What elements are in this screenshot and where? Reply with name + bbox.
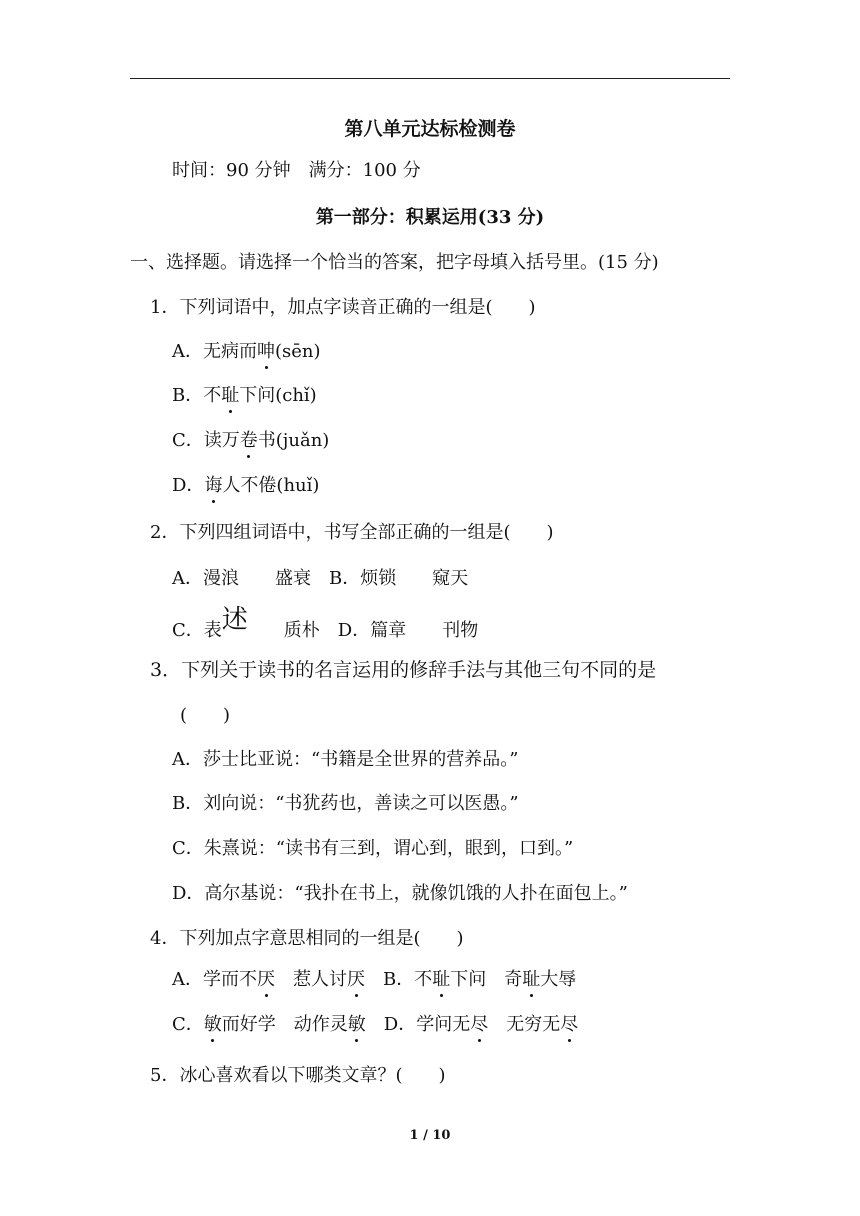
question-3-answer-paren: ( ): [180, 705, 231, 726]
dotted-char: 厌: [257, 969, 275, 990]
question-3-option-d: D．高尔基说：“我扑在书上，就像饥饿的人扑在面包上。”: [172, 883, 628, 904]
dotted-char: 卷: [239, 430, 258, 451]
oversized-char: 述: [221, 605, 248, 635]
option-text: 下问 奇: [450, 969, 523, 990]
question-5-stem: 5．冰心喜欢看以下哪类文章？( ): [150, 1065, 446, 1086]
dotted-char: 敏: [347, 1014, 366, 1035]
section-heading: 一、选择题。请选择一个恰当的答案，把字母填入括号里。(15 分): [130, 252, 659, 273]
dotted-char: 诲: [204, 475, 223, 496]
option-text: C．表: [172, 620, 222, 641]
option-text: 人不倦(huǐ): [222, 475, 320, 496]
question-1-option-b: [172, 384, 317, 408]
question-4-options-ab: [172, 968, 576, 992]
page-number: 1 / 10: [409, 1128, 451, 1143]
option-text: B．不: [365, 969, 433, 990]
dotted-char: 尽: [560, 1014, 579, 1035]
option-text: 书(juǎn): [257, 430, 330, 451]
question-1-stem: 1．下列词语中，加点字读音正确的一组是( ): [150, 297, 536, 318]
question-3-option-c: C．朱熹说：“读书有三到，谓心到，眼到，口到。”: [172, 838, 574, 859]
question-2-options-cd: [172, 605, 479, 643]
option-text: 下问(chǐ): [239, 385, 317, 406]
exam-meta: 时间：90 分钟 满分：100 分: [172, 160, 421, 181]
option-text: 无穷无: [488, 1014, 561, 1035]
question-3-option-a: A．莎士比亚说：“书籍是全世界的营养品。”: [172, 749, 519, 770]
option-text: D．: [172, 475, 205, 496]
question-3-option-b: B．刘向说：“书犹药也，善读之可以医愚。”: [172, 793, 519, 814]
question-4-stem: 4．下列加点字意思相同的一组是( ): [150, 928, 464, 949]
option-text: D．学问无: [365, 1014, 471, 1035]
option-text: 而好学 动作灵: [221, 1014, 348, 1035]
part-heading: 第一部分：积累运用(33 分): [315, 207, 545, 228]
option-text: 质朴 D．篇章 刊物: [247, 620, 479, 641]
question-2-stem: 2．下列四组词语中，书写全部正确的一组是( ): [150, 522, 554, 543]
dotted-char: 耻: [432, 969, 451, 990]
option-text: A．学而不: [172, 969, 257, 990]
option-text: 大辱: [540, 969, 577, 990]
option-text: C．: [172, 1014, 204, 1035]
option-text: (sēn): [275, 341, 321, 362]
option-text: A．无病而: [172, 341, 257, 362]
dotted-char: 厌: [347, 969, 365, 990]
dotted-char: 敏: [203, 1014, 222, 1035]
top-rule: [130, 78, 730, 79]
question-1-option-d: [172, 474, 319, 498]
question-1-option-c: [172, 429, 329, 453]
dotted-char: 耻: [221, 385, 240, 406]
dotted-char: 耻: [522, 969, 541, 990]
page-title: 第八单元达标检测卷: [344, 118, 516, 140]
question-4-options-cd: [172, 1013, 578, 1037]
dotted-char: 呻: [257, 341, 275, 362]
question-3-stem: 3．下列关于读书的名言运用的修辞手法与其他三句不同的是: [150, 659, 657, 681]
dotted-char: 尽: [470, 1014, 489, 1035]
question-2-options-ab: A．漫浪 盛衰 B．烦锁 窥天: [172, 568, 469, 589]
option-text: B．不: [172, 385, 222, 406]
option-text: C．读万: [172, 430, 240, 451]
question-1-option-a: [172, 340, 321, 364]
option-text: 惹人讨: [275, 969, 347, 990]
